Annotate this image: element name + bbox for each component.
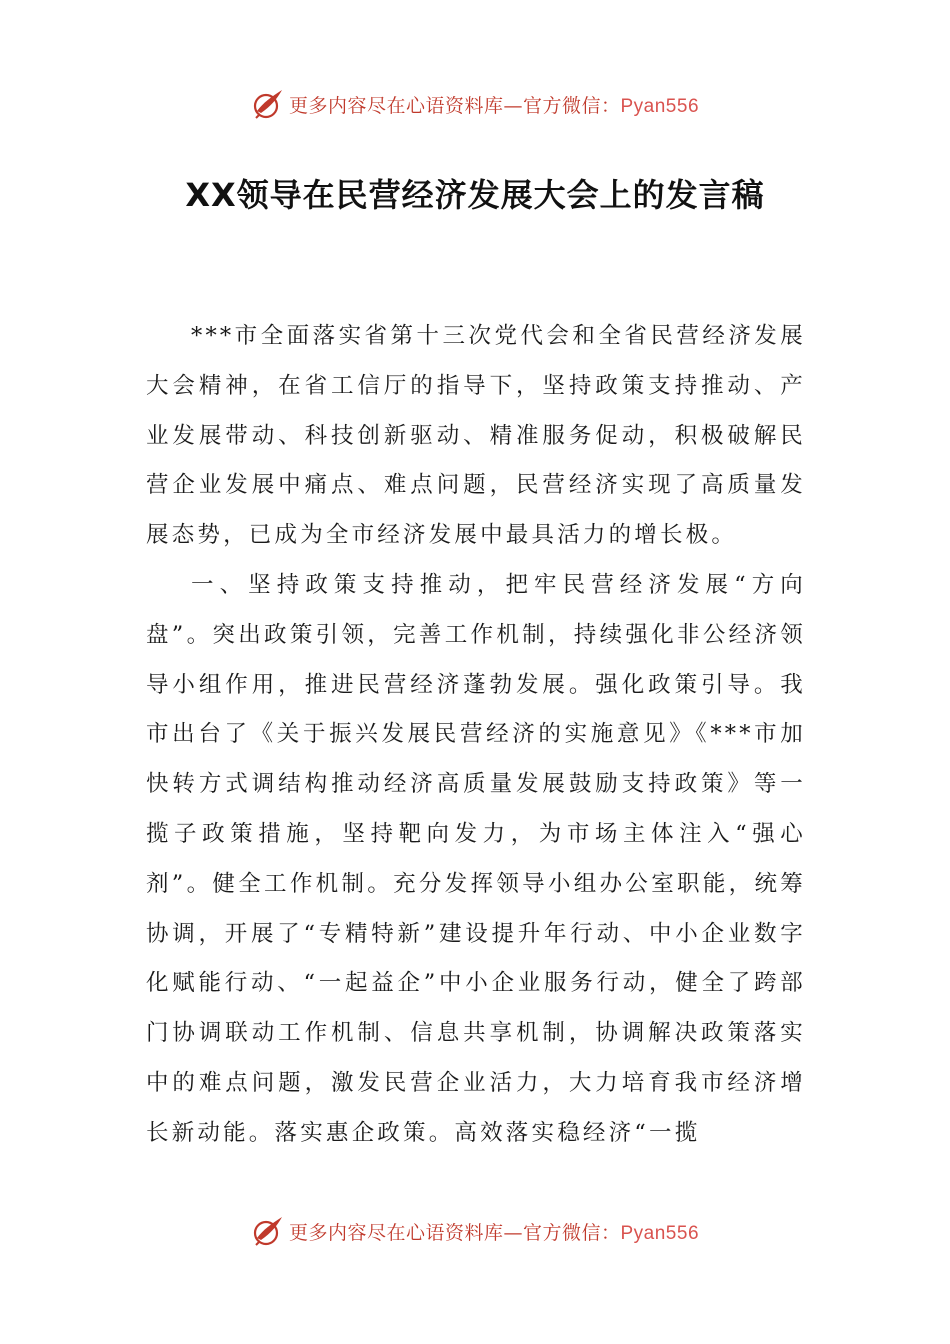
footer-banner-text: 更多内容尽在心语资料库—官方微信：Pyan556: [288, 1221, 700, 1244]
header-wechat-id: Pyan556: [620, 95, 700, 117]
paragraph-intro: ***市全面落实省第十三次党代会和全省民营经济发展大会精神，在省工信厅的指导下，坚持政策支持推动、产业发展带动、科技创新驱动、精准服务促动，积极破解民营企业发展中痛点、难点问题，民营经济实现了高质量发展态势，已成为全市经济发展中最具活力的增长极。: [146, 323, 806, 549]
header-banner: [0, 84, 950, 124]
header-banner-text: 更多内容尽在心语资料库—官方微信：Pyan556: [288, 94, 700, 117]
quill-logo-icon: [251, 1214, 285, 1248]
footer-wechat-id: Pyan556: [620, 1222, 700, 1244]
document-body: [146, 312, 806, 1159]
paragraph-section-one: 一、坚持政策支持推动，把牢民营经济发展“方向盘”。突出政策引领，完善工作机制，持续强化非公经济领导小组作用，推进民营经济蓬勃发展。强化政策引导。我市出台了《关于振兴发展民营经济的实施意见》《***市加快转方式调结构推动经济高质量发展鼓励支持政策》等一揽子政策措施，坚持靶向发力，为市场主体注入“强心剂”。健全工作机制。充分发挥领导小组办公室职能，统筹协调，开展了“专精特新”建设提升年行动、中小企业数字化赋能行动、“一起益企”中小企业服务行动，健全了跨部门协调联动工作机制、信息共享机制，协调解决政策落实中的难点问题，激发民营企业活力，大力培育我市经济增长新动能。落实惠企政策。高效落实稳经济“一揽: [146, 571, 806, 1146]
document-title: XX领导在民营经济发展大会上的发言稿: [185, 176, 765, 214]
footer-banner: [0, 1211, 950, 1251]
quill-logo-icon: [251, 87, 285, 121]
